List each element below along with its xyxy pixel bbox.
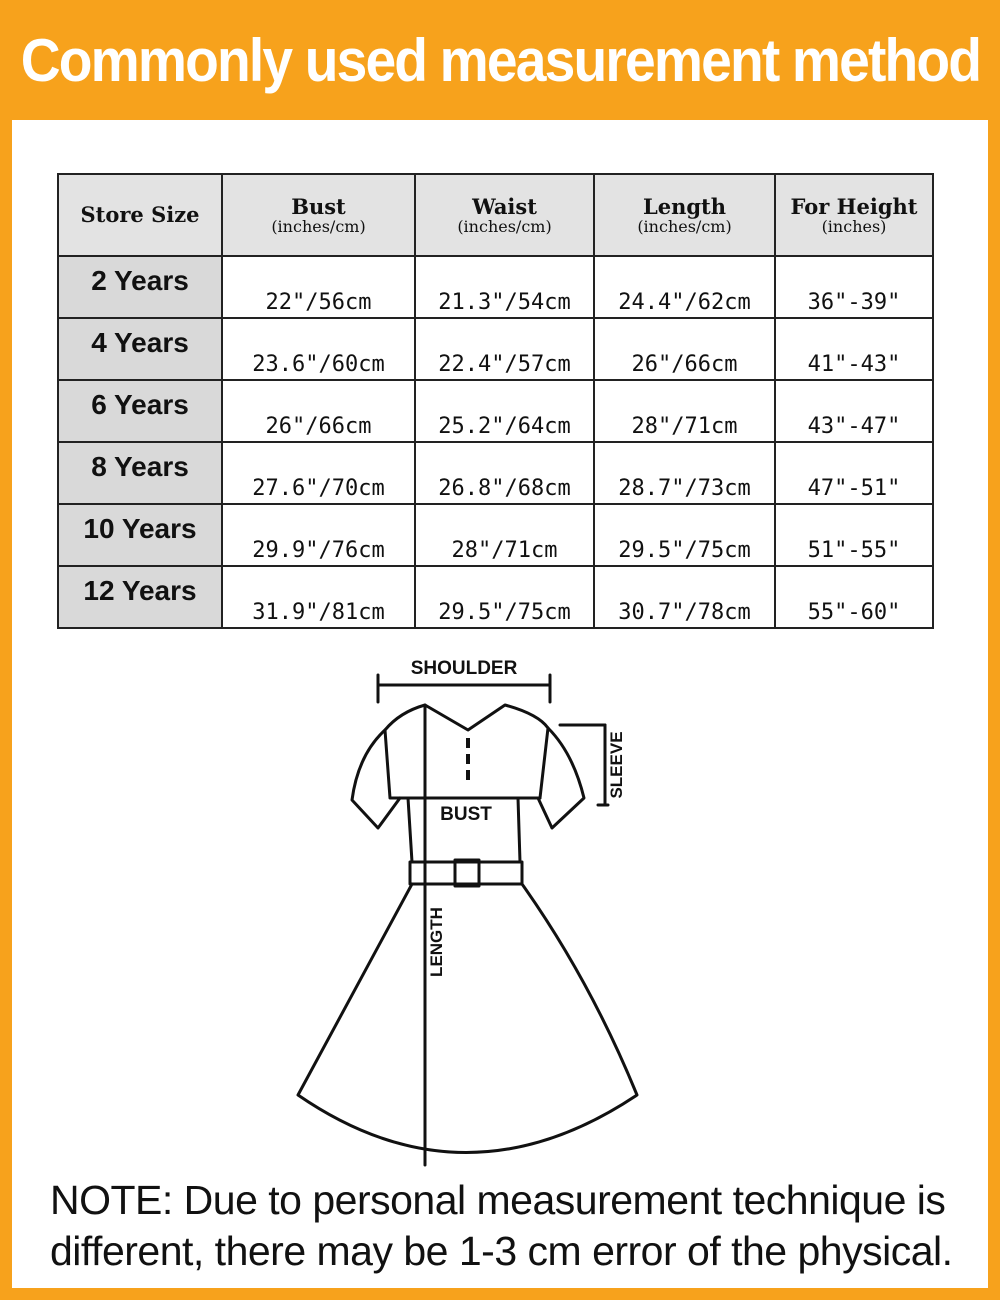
table-row <box>58 566 933 628</box>
column-header-label: Length <box>642 193 727 219</box>
size-cell: 2 Years <box>58 256 222 318</box>
height-cell: 43"-47" <box>775 380 933 442</box>
bust-cell: 26"/66cm <box>222 380 415 442</box>
waist-cell: 28"/71cm <box>415 504 594 566</box>
column-header-unit: (inches/cm) <box>457 216 552 236</box>
height-cell: 47"-51" <box>775 442 933 504</box>
size-cell: 8 Years <box>58 442 222 504</box>
belt-buckle <box>455 860 479 886</box>
table-row <box>58 318 933 380</box>
height-cell: 51"-55" <box>775 504 933 566</box>
dress-skirt <box>298 884 637 1153</box>
dress-bodice <box>385 705 548 862</box>
bust-cell: 22"/56cm <box>222 256 415 318</box>
column-header-bust <box>222 174 415 256</box>
shoulder-label: SHOULDER <box>410 658 518 679</box>
length-label: LENGTH <box>427 907 446 977</box>
bust-cell: 31.9"/81cm <box>222 566 415 628</box>
column-header-label: Store Size <box>80 202 200 228</box>
size-cell: 12 Years <box>58 566 222 628</box>
dress-belt <box>410 862 522 884</box>
length-cell: 24.4"/62cm <box>594 256 775 318</box>
column-header-waist <box>415 174 594 256</box>
column-header-label: Waist <box>472 193 537 219</box>
column-header-label: For Height <box>790 193 918 219</box>
height-cell: 55"-60" <box>775 566 933 628</box>
bust-cell: 23.6"/60cm <box>222 318 415 380</box>
height-cell: 41"-43" <box>775 318 933 380</box>
bust-cell: 27.6"/70cm <box>222 442 415 504</box>
waist-cell: 25.2"/64cm <box>415 380 594 442</box>
waist-cell: 21.3"/54cm <box>415 256 594 318</box>
size-chart-table <box>57 173 934 629</box>
size-cell: 4 Years <box>58 318 222 380</box>
column-header-unit: (inches/cm) <box>271 216 366 236</box>
measurement-note <box>50 1175 960 1277</box>
length-cell: 26"/66cm <box>594 318 775 380</box>
waist-cell: 26.8"/68cm <box>415 442 594 504</box>
dress-measurement-diagram <box>290 650 660 1180</box>
column-header-length <box>594 174 775 256</box>
size-cell: 6 Years <box>58 380 222 442</box>
column-header-for-height <box>775 174 933 256</box>
table-row <box>58 380 933 442</box>
table-row <box>58 504 933 566</box>
page-title: Commonly used measurement method <box>20 26 980 94</box>
size-cell: 10 Years <box>58 504 222 566</box>
bust-cell: 29.9"/76cm <box>222 504 415 566</box>
note-line-1: NOTE: Due to personal measurement technique is <box>50 1177 946 1223</box>
table-row <box>58 442 933 504</box>
height-cell: 36"-39" <box>775 256 933 318</box>
length-cell: 29.5"/75cm <box>594 504 775 566</box>
length-cell: 28.7"/73cm <box>594 442 775 504</box>
length-cell: 30.7"/78cm <box>594 566 775 628</box>
bodice-buttons <box>466 738 470 780</box>
column-header-unit: (inches/cm) <box>637 216 732 236</box>
bust-label: BUST <box>440 804 492 825</box>
column-header-label: Bust <box>291 193 346 219</box>
sleeve-label: SLEEVE <box>607 731 626 799</box>
column-header-unit: (inches) <box>821 216 887 236</box>
column-header-store-size <box>58 174 222 256</box>
waist-cell: 29.5"/75cm <box>415 566 594 628</box>
table-row <box>58 256 933 318</box>
waist-cell: 22.4"/57cm <box>415 318 594 380</box>
shoulder-measure-line <box>378 675 550 702</box>
table-header-row <box>58 174 933 256</box>
dress-left-sleeve <box>352 730 400 828</box>
length-cell: 28"/71cm <box>594 380 775 442</box>
note-line-2: different, there may be 1-3 cm error of the physical. <box>50 1228 953 1274</box>
